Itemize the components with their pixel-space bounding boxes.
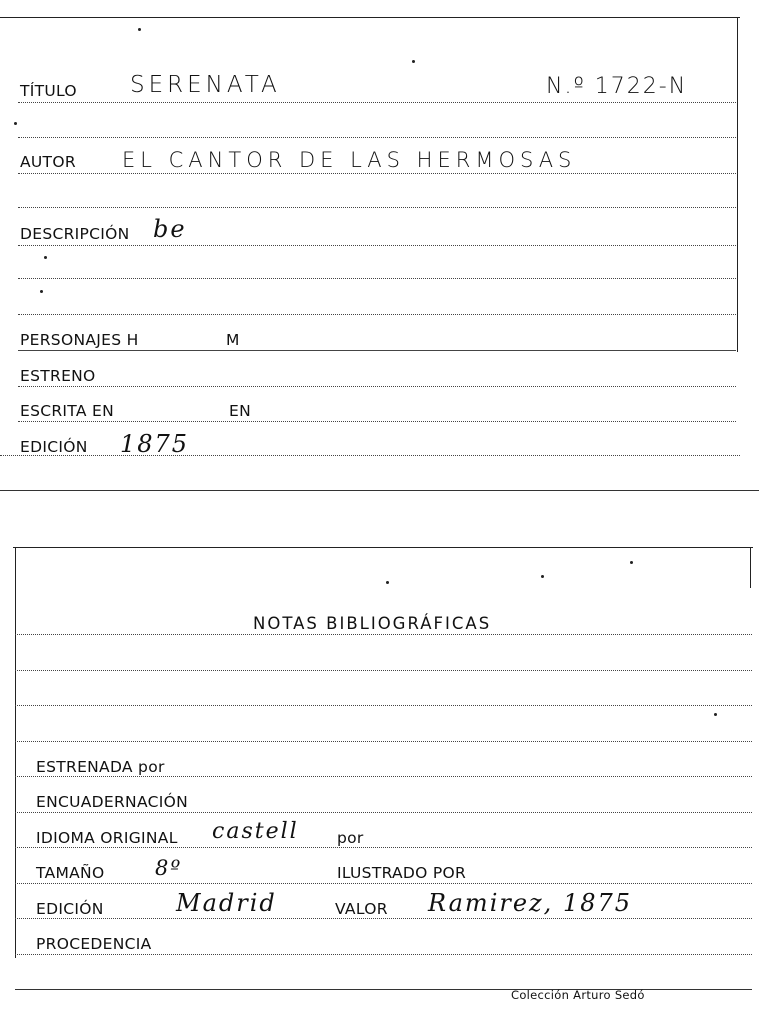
edicion-line (0, 455, 740, 456)
edicion-label: EDICIÓN (36, 900, 104, 918)
edicion-value: Madrid (176, 889, 277, 917)
card-top-edge (13, 547, 753, 548)
personajes-line (18, 350, 736, 351)
blank-line-3 (15, 741, 752, 742)
en-label: EN (229, 402, 251, 420)
titulo-label: TÍTULO (20, 82, 77, 100)
catalog-card-bottom (0, 545, 759, 1015)
descripcion-value: be (153, 215, 187, 243)
estrenada-label: ESTRENADA por (36, 758, 165, 776)
card-bottom-rule (0, 490, 759, 491)
speck (630, 561, 633, 564)
blank-line-2 (18, 207, 736, 208)
procedencia-line (15, 954, 752, 955)
estreno-label: ESTRENO (20, 367, 96, 385)
titulo-value: SERENATA (130, 72, 281, 98)
edicion-value: 1875 (120, 430, 190, 458)
estrenada-line (15, 776, 752, 777)
escrita-line (18, 421, 736, 422)
speck (14, 122, 17, 125)
personajes-label: PERSONAJES H (20, 331, 139, 349)
tamano-label: TAMAÑO (36, 864, 105, 882)
speck (40, 290, 43, 293)
speck (541, 575, 544, 578)
tamano-line (15, 883, 752, 884)
autor-line (18, 173, 736, 174)
catalog-card-top (0, 0, 759, 500)
card-right-edge (737, 17, 738, 352)
blank-line-3 (18, 278, 736, 279)
valor-label: VALOR (335, 900, 388, 918)
idioma-label: IDIOMA ORIGINAL (36, 829, 178, 847)
card-top-edge (0, 17, 740, 18)
card-right-edge (750, 548, 751, 588)
estreno-line (18, 386, 736, 387)
descripcion-label: DESCRIPCIÓN (20, 225, 130, 243)
idioma-value: castell (212, 819, 299, 844)
procedencia-label: PROCEDENCIA (36, 935, 152, 953)
titulo-line (18, 102, 736, 103)
encuadernacion-label: ENCUADERNACIÓN (36, 793, 188, 811)
tamano-value: 8º (155, 856, 183, 880)
ilustrado-label: ILUSTRADO POR (337, 864, 467, 882)
blank-line-1 (15, 670, 752, 671)
numero-value: N.º 1722-N (546, 74, 688, 99)
personajes-m-label: M (226, 331, 240, 349)
valor-value: Ramirez, 1875 (428, 889, 633, 917)
card-left-edge (15, 548, 16, 958)
speck (412, 60, 415, 63)
blank-line-4 (18, 314, 736, 315)
autor-label: AUTOR (20, 153, 76, 171)
heading-line (15, 634, 752, 635)
speck (714, 713, 717, 716)
edicion-line (15, 918, 752, 919)
speck (138, 28, 141, 31)
edicion-label: EDICIÓN (20, 438, 88, 456)
idioma-line (15, 847, 752, 848)
speck (386, 581, 389, 584)
autor-value: EL CANTOR DE LAS HERMOSAS (122, 148, 577, 172)
blank-line-1 (18, 137, 736, 138)
encuadernacion-line (15, 812, 752, 813)
collection-credit: Colección Arturo Sedó (511, 988, 645, 1002)
escrita-en-label: ESCRITA EN (20, 402, 114, 420)
speck (44, 256, 47, 259)
blank-line-2 (15, 705, 752, 706)
descripcion-line (18, 245, 736, 246)
por-label: por (337, 829, 364, 847)
notas-heading: NOTAS BIBLIOGRÁFICAS (253, 614, 492, 633)
